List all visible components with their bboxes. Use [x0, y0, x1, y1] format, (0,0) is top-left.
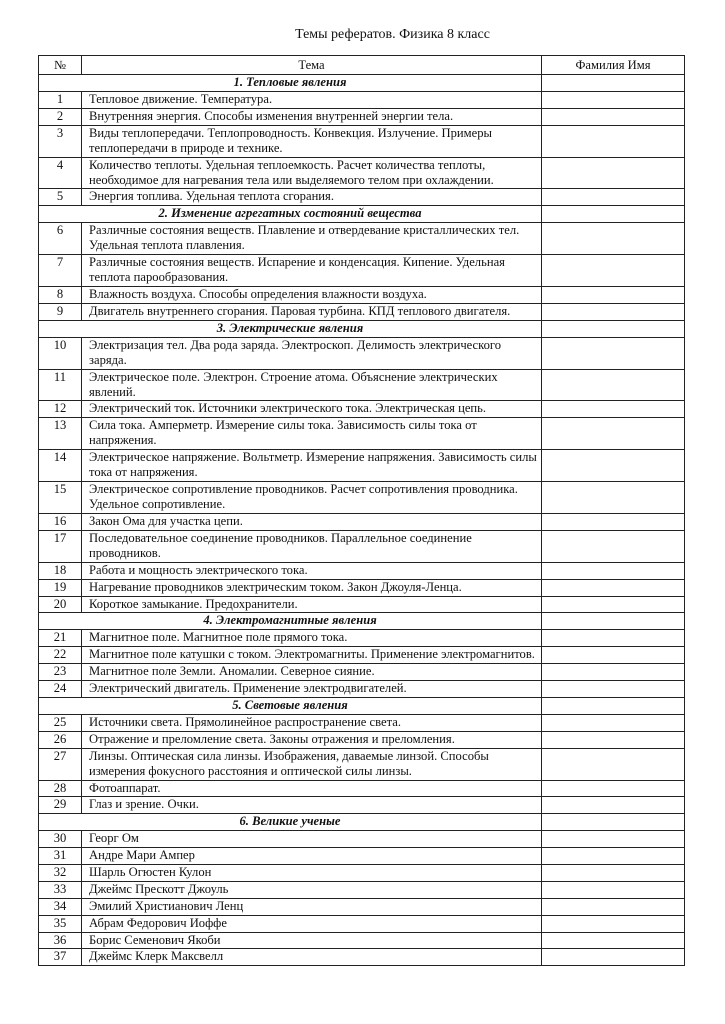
- topic-number: 17: [39, 530, 82, 562]
- topic-number: 10: [39, 337, 82, 369]
- name-cell[interactable]: [542, 91, 685, 108]
- table-row: [39, 530, 685, 562]
- name-cell[interactable]: [542, 664, 685, 681]
- name-cell[interactable]: [542, 748, 685, 780]
- name-cell[interactable]: [542, 731, 685, 748]
- name-cell[interactable]: [542, 255, 685, 287]
- topic-number: 4: [39, 157, 82, 189]
- name-cell[interactable]: [542, 320, 685, 337]
- table-row: [39, 108, 685, 125]
- section-title: 1. Тепловые явления: [39, 75, 542, 92]
- topic-number: 31: [39, 848, 82, 865]
- topic-text: Различные состояния веществ. Испарение и конденсация. Кипение. Удельная теплота парообразования.: [82, 255, 542, 287]
- topic-number: 20: [39, 596, 82, 613]
- table-row: [39, 125, 685, 157]
- topic-text: Магнитное поле катушки с током. Электромагниты. Применение электромагнитов.: [82, 647, 542, 664]
- name-cell[interactable]: [542, 949, 685, 966]
- topic-number: 11: [39, 369, 82, 401]
- name-cell[interactable]: [542, 75, 685, 92]
- name-cell[interactable]: [542, 780, 685, 797]
- topic-text: Различные состояния веществ. Плавление и отвердевание кристаллических тел. Удельная теплота плавления.: [82, 223, 542, 255]
- topic-text: Магнитное поле Земли. Аномалии. Северное сияние.: [82, 664, 542, 681]
- topic-text: Георг Ом: [82, 831, 542, 848]
- name-cell[interactable]: [542, 915, 685, 932]
- topic-text: Энергия топлива. Удельная теплота сгорания.: [82, 189, 542, 206]
- topic-text: Отражение и преломление света. Законы отражения и преломления.: [82, 731, 542, 748]
- header-num: №: [39, 56, 82, 75]
- header-row: [39, 56, 685, 75]
- topic-number: 7: [39, 255, 82, 287]
- table-row: [39, 303, 685, 320]
- topic-number: 32: [39, 864, 82, 881]
- name-cell[interactable]: [542, 125, 685, 157]
- table-row: [39, 287, 685, 304]
- topic-number: 35: [39, 915, 82, 932]
- topic-number: 12: [39, 401, 82, 418]
- page-title-text: Темы рефератов. Физика 8 класс: [295, 27, 490, 42]
- topic-number: 37: [39, 949, 82, 966]
- topic-number: 5: [39, 189, 82, 206]
- topic-text: Электрический ток. Источники электрического тока. Электрическая цепь.: [82, 401, 542, 418]
- section-row: [39, 613, 685, 630]
- topic-number: 33: [39, 881, 82, 898]
- table-row: [39, 915, 685, 932]
- topic-text: Нагревание проводников электрическим током. Закон Джоуля-Ленца.: [82, 579, 542, 596]
- topic-text: Виды теплопередачи. Теплопроводность. Конвекция. Излучение. Примеры теплопередачи в природе и технике.: [82, 125, 542, 157]
- topic-text: Магнитное поле. Магнитное поле прямого тока.: [82, 630, 542, 647]
- topic-number: 25: [39, 714, 82, 731]
- topic-text: Линзы. Оптическая сила линзы. Изображения, даваемые линзой. Способы измерения фокусного расстояния и оптической силы линзы.: [82, 748, 542, 780]
- topic-number: 15: [39, 482, 82, 514]
- topic-number: 34: [39, 898, 82, 915]
- page-title: [0, 27, 725, 43]
- name-cell[interactable]: [542, 613, 685, 630]
- name-cell[interactable]: [542, 418, 685, 450]
- section-row: [39, 320, 685, 337]
- table-row: [39, 748, 685, 780]
- table-row: [39, 562, 685, 579]
- section-row: [39, 75, 685, 92]
- name-cell[interactable]: [542, 831, 685, 848]
- topic-text: Количество теплоты. Удельная теплоемкость. Расчет количества теплоты, необходимое для нагревания тела или выделяемого телом при охлаждении.: [82, 157, 542, 189]
- topic-number: 6: [39, 223, 82, 255]
- table-row: [39, 630, 685, 647]
- topic-text: Эмилий Христианович Ленц: [82, 898, 542, 915]
- table-row: [39, 189, 685, 206]
- name-cell[interactable]: [542, 287, 685, 304]
- table-row: [39, 337, 685, 369]
- topic-text: Последовательное соединение проводников. Параллельное соединение проводников.: [82, 530, 542, 562]
- table-row: [39, 681, 685, 698]
- table-row: [39, 157, 685, 189]
- table-row: [39, 797, 685, 814]
- name-cell[interactable]: [542, 681, 685, 698]
- table-row: [39, 831, 685, 848]
- table-row: [39, 418, 685, 450]
- topic-text: Борис Семенович Якоби: [82, 932, 542, 949]
- name-cell[interactable]: [542, 864, 685, 881]
- header-topic: Тема: [82, 56, 542, 75]
- topic-number: 21: [39, 630, 82, 647]
- topic-text: Электрическое напряжение. Вольтметр. Измерение напряжения. Зависимость силы тока от напряжения.: [82, 450, 542, 482]
- topic-number: 14: [39, 450, 82, 482]
- name-cell[interactable]: [542, 530, 685, 562]
- topic-text: Глаз и зрение. Очки.: [82, 797, 542, 814]
- table-row: [39, 401, 685, 418]
- name-cell[interactable]: [542, 514, 685, 531]
- name-cell[interactable]: [542, 303, 685, 320]
- name-cell[interactable]: [542, 932, 685, 949]
- topic-number: 28: [39, 780, 82, 797]
- name-cell[interactable]: [542, 814, 685, 831]
- section-title: 5. Световые явления: [39, 697, 542, 714]
- name-cell[interactable]: [542, 630, 685, 647]
- table-row: [39, 881, 685, 898]
- name-cell[interactable]: [542, 450, 685, 482]
- topic-text: Фотоаппарат.: [82, 780, 542, 797]
- name-cell[interactable]: [542, 797, 685, 814]
- name-cell[interactable]: [542, 206, 685, 223]
- name-cell[interactable]: [542, 562, 685, 579]
- topic-number: 1: [39, 91, 82, 108]
- table-row: [39, 780, 685, 797]
- name-cell[interactable]: [542, 697, 685, 714]
- topic-text: Источники света. Прямолинейное распространение света.: [82, 714, 542, 731]
- name-cell[interactable]: [542, 189, 685, 206]
- header-name: Фамилия Имя: [542, 56, 685, 75]
- table-row: [39, 255, 685, 287]
- topic-text: Андре Мари Ампер: [82, 848, 542, 865]
- topic-number: 8: [39, 287, 82, 304]
- table-row: [39, 369, 685, 401]
- name-cell[interactable]: [542, 401, 685, 418]
- table-row: [39, 664, 685, 681]
- name-cell[interactable]: [542, 898, 685, 915]
- topic-text: Электрическое сопротивление проводников. Расчет сопротивления проводника. Удельное сопротивление.: [82, 482, 542, 514]
- topic-text: Тепловое движение. Температура.: [82, 91, 542, 108]
- topic-number: 18: [39, 562, 82, 579]
- topic-text: Двигатель внутреннего сгорания. Паровая турбина. КПД теплового двигателя.: [82, 303, 542, 320]
- topic-number: 27: [39, 748, 82, 780]
- topic-number: 13: [39, 418, 82, 450]
- name-cell[interactable]: [542, 881, 685, 898]
- section-row: [39, 206, 685, 223]
- topic-text: Сила тока. Амперметр. Измерение силы тока. Зависимость силы тока от напряжения.: [82, 418, 542, 450]
- table-row: [39, 450, 685, 482]
- section-row: [39, 814, 685, 831]
- table-row: [39, 482, 685, 514]
- topic-number: 3: [39, 125, 82, 157]
- topic-number: 29: [39, 797, 82, 814]
- topics-body: [39, 75, 685, 966]
- topic-text: Короткое замыкание. Предохранители.: [82, 596, 542, 613]
- name-cell[interactable]: [542, 482, 685, 514]
- name-cell[interactable]: [542, 579, 685, 596]
- table-row: [39, 714, 685, 731]
- table-row: [39, 91, 685, 108]
- table-row: [39, 579, 685, 596]
- topic-text: Джеймс Прескотт Джоуль: [82, 881, 542, 898]
- table-row: [39, 731, 685, 748]
- name-cell[interactable]: [542, 848, 685, 865]
- topic-text: Абрам Федорович Иоффе: [82, 915, 542, 932]
- table-row: [39, 898, 685, 915]
- table-row: [39, 514, 685, 531]
- table-row: [39, 647, 685, 664]
- name-cell[interactable]: [542, 714, 685, 731]
- table-row: [39, 596, 685, 613]
- table-row: [39, 848, 685, 865]
- topic-number: 22: [39, 647, 82, 664]
- topic-text: Электрическое поле. Электрон. Строение атома. Объяснение электрических явлений.: [82, 369, 542, 401]
- name-cell[interactable]: [542, 223, 685, 255]
- topic-number: 24: [39, 681, 82, 698]
- table-row: [39, 864, 685, 881]
- topic-text: Джеймс Клерк Максвелл: [82, 949, 542, 966]
- topic-text: Работа и мощность электрического тока.: [82, 562, 542, 579]
- name-cell[interactable]: [542, 108, 685, 125]
- topic-text: Влажность воздуха. Способы определения влажности воздуха.: [82, 287, 542, 304]
- topic-text: Электризация тел. Два рода заряда. Электроскоп. Делимость электрического заряда.: [82, 337, 542, 369]
- table-row: [39, 932, 685, 949]
- topic-text: Электрический двигатель. Применение электродвигателей.: [82, 681, 542, 698]
- section-title: 6. Великие ученые: [39, 814, 542, 831]
- topic-number: 26: [39, 731, 82, 748]
- topic-text: Закон Ома для участка цепи.: [82, 514, 542, 531]
- section-title: 4. Электромагнитные явления: [39, 613, 542, 630]
- topics-table: [38, 55, 685, 966]
- topic-text: Шарль Огюстен Кулон: [82, 864, 542, 881]
- table-row: [39, 949, 685, 966]
- section-row: [39, 697, 685, 714]
- topic-text: Внутренняя энергия. Способы изменения внутренней энергии тела.: [82, 108, 542, 125]
- topic-number: 9: [39, 303, 82, 320]
- name-cell[interactable]: [542, 337, 685, 369]
- name-cell[interactable]: [542, 647, 685, 664]
- topic-number: 2: [39, 108, 82, 125]
- topic-number: 19: [39, 579, 82, 596]
- name-cell[interactable]: [542, 369, 685, 401]
- topic-number: 23: [39, 664, 82, 681]
- topic-number: 36: [39, 932, 82, 949]
- name-cell[interactable]: [542, 596, 685, 613]
- table-row: [39, 223, 685, 255]
- topic-number: 16: [39, 514, 82, 531]
- name-cell[interactable]: [542, 157, 685, 189]
- section-title: 2. Изменение агрегатных состояний вещества: [39, 206, 542, 223]
- section-title: 3. Электрические явления: [39, 320, 542, 337]
- topic-number: 30: [39, 831, 82, 848]
